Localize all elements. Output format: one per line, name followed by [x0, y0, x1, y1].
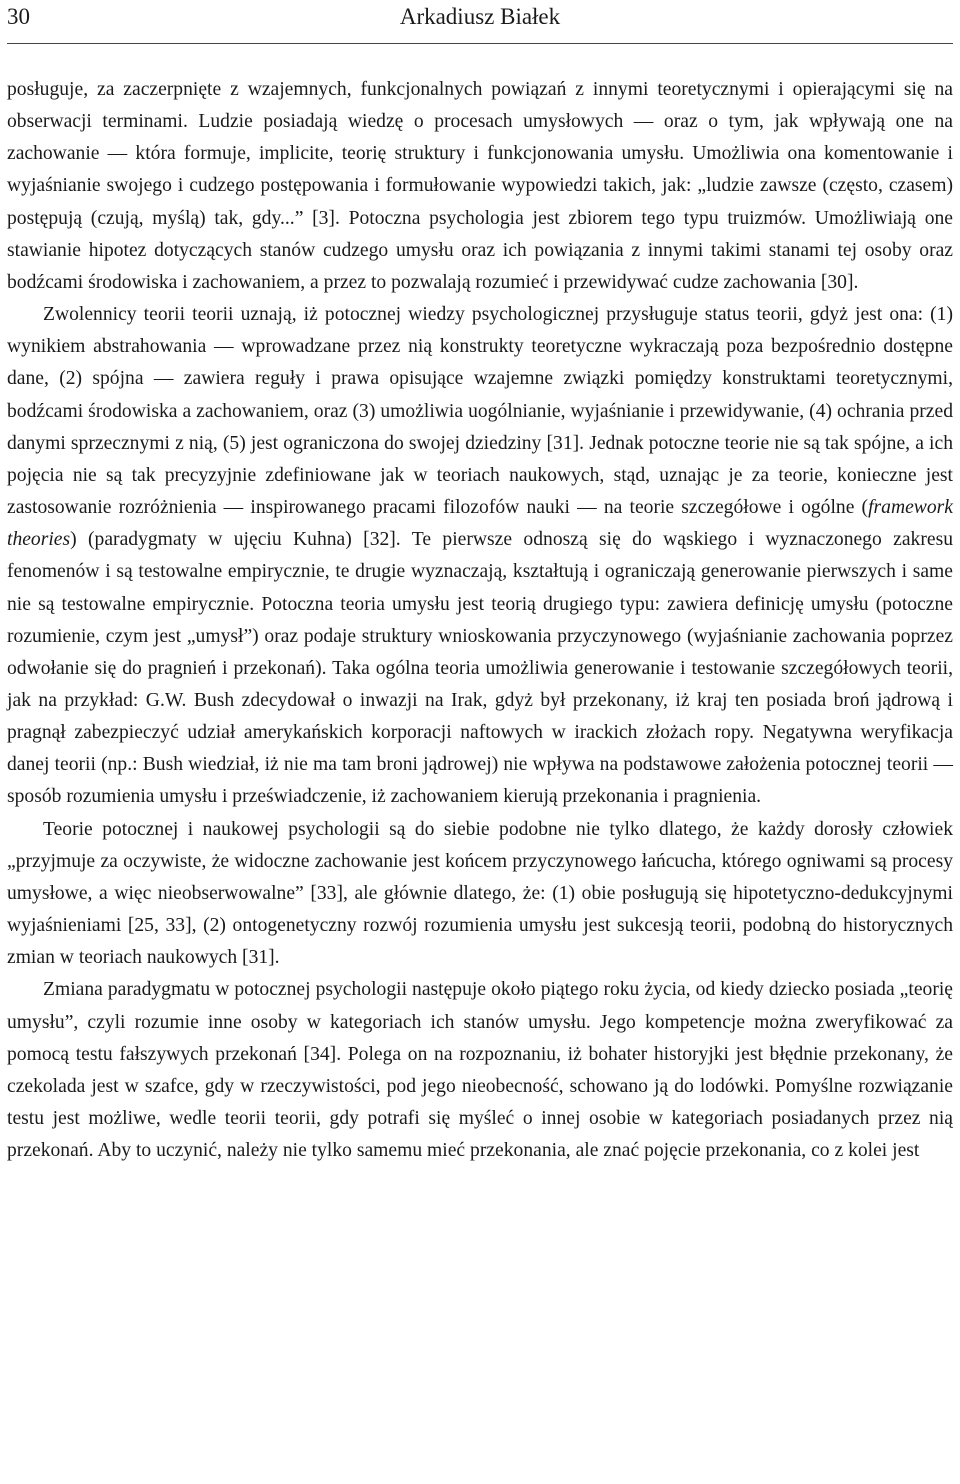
paragraph-2-text-b: ) (paradygmaty w ujęciu Kuhna) [32]. Te pierwsze odnoszą się do wąskiego i wyznaczonego zakresu fenomenów i są testowalne empirycznie, te drugie wyznaczają, kształtują i ograniczają generowanie pierwszych i same nie są testowalne empirycznie. Potoczna teoria umysłu jest teorią drugiego typu: zawiera definicję umysłu (potoczne rozumienie, czym jest „umysł”) oraz podaje struktury wnioskowania przyczynowego (wyjaśnianie zachowania poprzez odwołanie się do pragnień i przekonań). Taka ogólna teoria umożliwia generowanie i testowanie szczegółowych teorii, jak na przykład: G.W. Bush zdecydował o inwazji na Irak, gdyż był przekonany, iż kraj ten posiada broń jądrową i pragnął zabezpieczyć udział amerykańskich korporacji naftowych w irackich złożach ropy. Negatywna weryfikacja danej teorii (np.: Bush wiedział, iż nie ma tam broni jądrowej) nie wpływa na podstawowe założenia potocznej teorii — sposób rozumienia umysłu i przeświadczenie, iż zachowaniem kierują przekonania i pragnienia. [7, 529, 953, 808]
framework-theories-term: framework theories [7, 497, 953, 551]
running-header [7, 0, 953, 44]
paragraph-1-text: posługuje, za zaczerpnięte z wzajemnych, funkcjonalnych powiązań z innymi teoretycznymi i opierającymi się na obserwacji terminami. Ludzie posiadają wiedzę o procesach umysłowych — oraz o tym, jak wpływają one na zachowanie — która formuje, implicite, teorię struktury i funkcjonowania umysłu. Umożliwia ona komentowanie i wyjaśnianie swojego i cudzego postępowania i formułowanie wypowiedzi takich, jak: „ludzie zawsze (często, czasem) postępują (czują, myślą) tak, gdy...” [3]. Potoczna psychologia jest zbiorem tego typu truizmów. Umożliwiają one stawianie hipotez dotyczących stanów cudzego umysłu oraz ich powiązania z innymi takimi stanami tej osoby oraz bodźcami środowiska i zachowaniem, a przez to pozwalają rozumieć i przewidywać cudze zachowania [30]. [7, 79, 953, 293]
paragraph-4 [7, 974, 953, 1167]
paragraph-1 [7, 74, 953, 299]
running-header-author: Arkadiusz Białek [399, 4, 561, 29]
paragraph-4-text: Zmiana paradygmatu w potocznej psychologii następuje około piątego roku życia, od kiedy dziecko posiada „teorię umysłu”, czyli rozumie inne osoby w kategoriach ich stanów umysłu. Jego kompetencje można zweryfikować za pomocą testu fałszywych przekonań [34]. Polega on na rozpoznaniu, iż bohater historyjki jest błędnie przekonany, że czekolada jest w szafce, gdy w rzeczywistości, pod jego nieobecność, schowano ją do lodówki. Pomyślne rozwiązanie testu jest możliwe, wedle teorii teorii, gdy potrafi się myśleć o innej osobie w kategoriach posiadanych przez nią przekonań. Aby to uczynić, należy nie tylko samemu mieć przekonania, ale znać pojęcie przekonania, co z kolei jest [7, 979, 953, 1162]
page-number: 30 [7, 4, 30, 29]
paragraph-3 [7, 814, 953, 975]
paragraph-3-text: Teorie potocznej i naukowej psychologii są do siebie podobne nie tylko dlatego, że każdy dorosły człowiek „przyjmuje za oczywiste, że widoczne zachowanie jest końcem przyczynowego łańcucha, którego ogniwami są procesy umysłowe, a więc nieobserwowalne” [33], ale głównie dlatego, że: (1) obie posługują się hipotetyczno-dedukcyjnymi wyjaśnieniami [25, 33], (2) ontogenetyczny rozwój rozumienia umysłu jest sukcesją teorii, podobną do historycznych zmian w teoriach naukowych [31]. [7, 818, 953, 969]
body-text [7, 74, 953, 1167]
paragraph-2-text-a: Zwolennicy teorii teorii uznają, iż potocznej wiedzy psychologicznej przysługuje status teorii, gdyż jest ona: (1) wynikiem abstrahowania — wprowadzane przez nią konstrukty teoretyczne wykraczają poza bezpośrednio dostępne dane, (2) spójna — zawiera reguły i prawa opisujące wzajemne związki pomiędzy konstruktami teoretycznymi, bodźcami środowiska a zachowaniem, oraz (3) umożliwia uogólnianie, wyjaśnianie i przewidywanie, (4) ochrania przed danymi sprzecznymi z nią, (5) jest ograniczona do swojej dziedziny [31]. Jednak potoczne teorie nie są tak spójne, a ich pojęcia nie są tak precyzyjnie zdefiniowane jak w teoriach naukowych, stąd, uznając je za teorie, konieczne jest zastosowanie rozróżnienia — inspirowanego pracami filozofów nauki — na teorie szczegółowe i ogólne ( [7, 304, 953, 519]
paragraph-2 [7, 299, 953, 814]
